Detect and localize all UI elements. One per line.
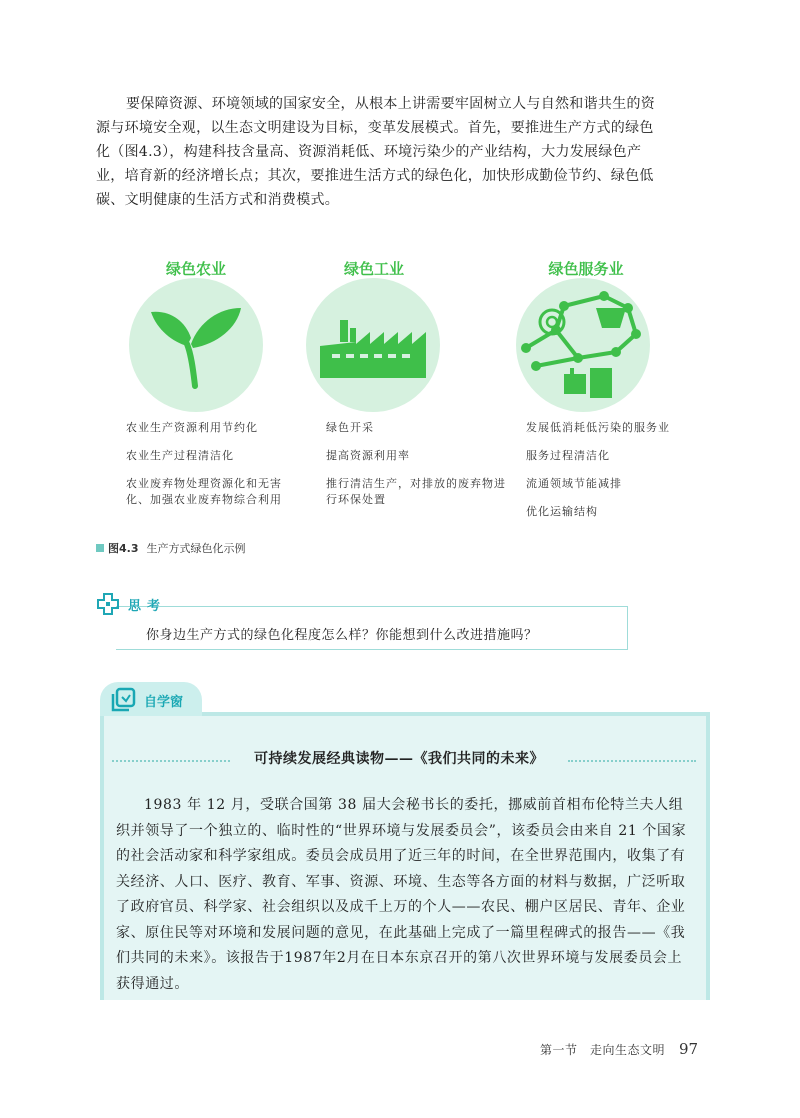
col-title-industry: 绿色工业 <box>343 260 404 278</box>
sprout-icon <box>129 278 263 412</box>
service-list <box>526 420 716 532</box>
thinking-header <box>96 592 166 616</box>
industry-circle <box>306 278 440 412</box>
list-item: 服务过程清洁化 <box>526 449 610 462</box>
list-item: 推行清洁生产，对排放的废弃物进行环保处置 <box>326 477 506 506</box>
factory-icon <box>306 278 440 412</box>
list-item: 农业生产资源利用节约化 <box>126 421 258 434</box>
thinking-question: 你身边生产方式的绿色化程度怎么样？你能想到什么改进措施吗？ <box>146 628 538 643</box>
intro-paragraph <box>96 92 658 212</box>
self-study-tab <box>100 682 202 718</box>
self-study-icon <box>108 685 138 715</box>
list-item: 农业废弃物处理资源化和无害化、加强农业废弃物综合利用 <box>126 477 282 506</box>
industry-list <box>326 420 516 520</box>
service-circle <box>516 278 650 412</box>
network-icon <box>516 278 650 412</box>
list-item: 发展低消耗低污染的服务业 <box>526 421 670 434</box>
agriculture-list <box>126 420 316 520</box>
list-item: 提高资源利用率 <box>326 449 410 462</box>
list-item: 优化运输结构 <box>526 505 598 518</box>
page-number: 97 <box>679 1040 699 1058</box>
self-study-label: 自学窗 <box>144 694 184 710</box>
list-item: 流通领域节能减排 <box>526 477 622 490</box>
agriculture-circle <box>129 278 263 412</box>
title-divider-right <box>568 760 696 762</box>
chapter-title: 第一节 走向生态文明 <box>540 1043 666 1057</box>
figure-number: 图4.3 <box>108 542 139 555</box>
self-study-body <box>116 793 696 997</box>
list-item: 绿色开采 <box>326 421 374 434</box>
figure-caption-text: 生产方式绿色化示例 <box>146 542 246 555</box>
page-footer <box>540 1040 698 1058</box>
figure-caption <box>96 540 246 556</box>
col-title-service: 绿色服务业 <box>548 260 624 278</box>
self-study-title: 可持续发展经典读物——《我们共同的未来》 <box>254 751 544 767</box>
caption-marker <box>96 544 104 552</box>
intro-text: 要保障资源、环境领域的国家安全，从根本上讲需要牢固树立人与自然和谐共生的资源与环境安全观，以生态文明建设为目标，变革发展模式。首先，要推进生产方式的绿色化（图4.3），构建科技含量高、资源消耗低、环境污染少的产业结构，大力发展绿色产业，培育新的经济增长点；其次，要推进生活方式的绿色化，加快形成勤俭节约、绿色低碳、文明健康的生活方式和消费模式。 <box>96 96 656 208</box>
thinking-label: 思考 <box>128 598 167 614</box>
col-title-agriculture: 绿色农业 <box>165 260 226 278</box>
self-study-text: 1983 年 12 月，受联合国第 38 届大会秘书长的委托，挪威前首相布伦特兰夫人组织并领导了一个独立的、临时性的“世界环境与发展委员会”，该委员会由来自 21 个国家的社会活动家和科学家组成。委员会成员用了近三年的时间，在全世界范围内，收集了有关经济、人口、医疗、教育、军事、资源、环境、生态等各方面的材料与数据，广泛听取了政府官员、科学家、社会组织以及成千上万的个人——农民、棚户区居民、青年、企业家、原住民等对环境和发展问题的意见，在此基础上完成了一篇里程碑式的报告——《我们共同的未来》。该报告于1987年2月在日本东京召开的第八次世界环境与发展委员会上获得通过。 <box>116 797 687 992</box>
list-item: 农业生产过程清洁化 <box>126 449 234 462</box>
title-divider-left <box>112 760 230 762</box>
thinking-icon <box>96 592 120 616</box>
